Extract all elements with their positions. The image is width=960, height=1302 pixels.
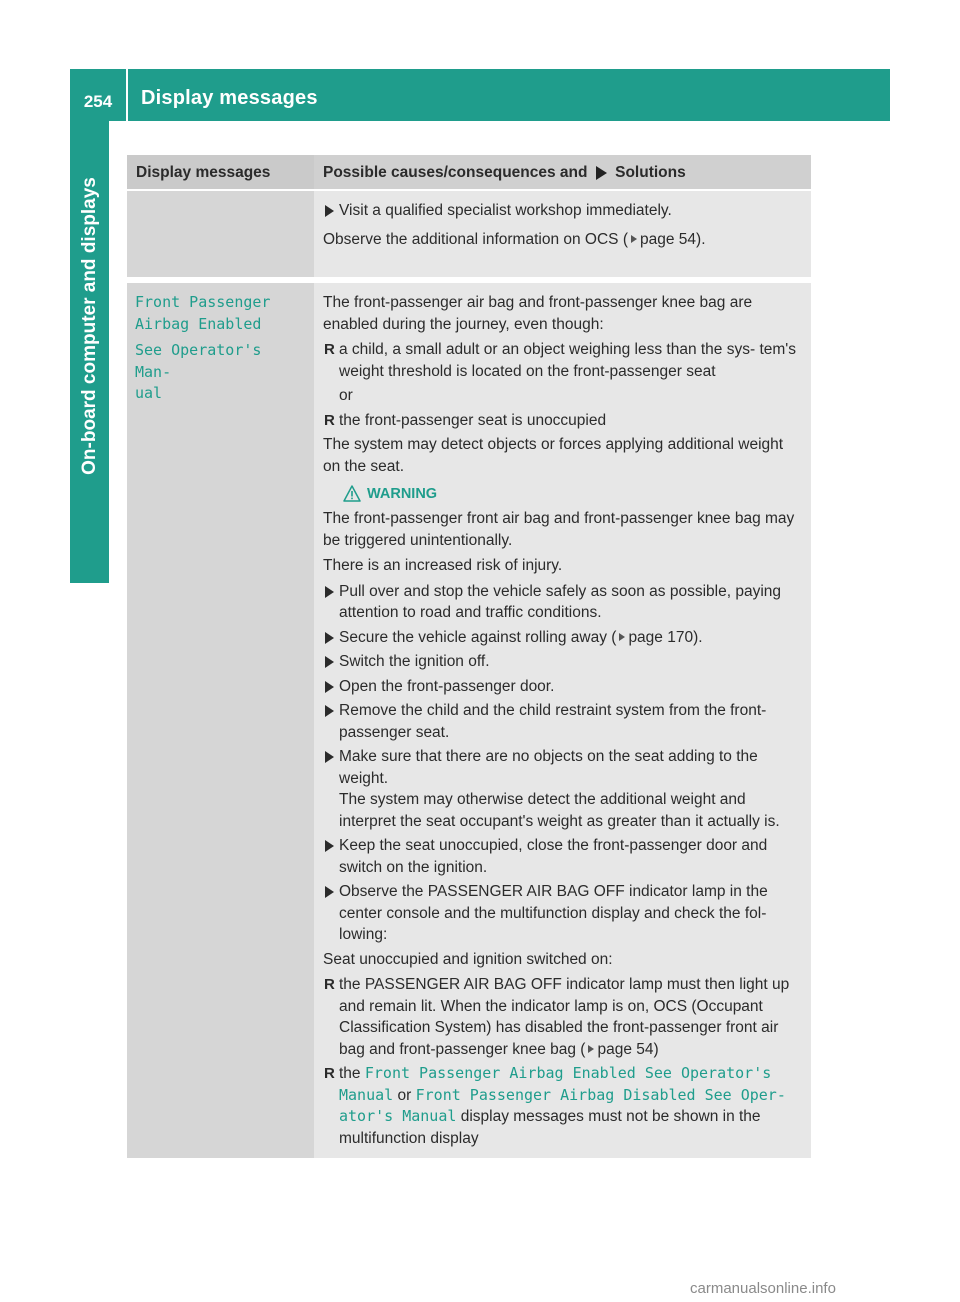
step-ref: page 170). [628,628,703,646]
col-header-solutions-text: Solutions [615,164,686,181]
row1-solution-cell [314,191,811,277]
ocs-note-text: Observe the additional information on OCS ( [323,230,628,248]
warning-label: WARNING [367,485,438,502]
display-message-code: Front Passenger Airbag Enabled See Operator's Manual [339,1064,772,1104]
msg-line: See Operator's Man‐ [135,341,262,381]
warning-text: The front-passenger front air bag and front-passenger knee bag may be triggered unintentionally. [323,510,795,549]
page-number: 254 [83,92,113,111]
step-subtext: The system may otherwise detect the additional weight and interpret the seat occupant's weight as greater than it actually is. [339,791,780,830]
step-item: Switch the ignition off. [323,651,803,673]
step-item: Visit a qualified specialist workshop immediately. [323,200,803,222]
bullet-item: R the front-passenger seat is unoccupied [323,410,803,432]
bullet-item [323,974,803,1060]
warning-heading [343,485,803,502]
arrow-icon [596,166,607,180]
ocs-note [323,229,803,251]
bullet-text: display messages must not be shown in the multifunction display [339,1108,761,1147]
step-item [323,627,803,649]
col-header-causes [314,155,811,189]
bullet-text: the PASSENGER AIR BAG OFF indicator lamp must then light up and remain lit. When the indicator lamp is on, OCS (Occupant Classification System) has disabled the front-passenger front air bag and front-passenger knee bag ( [339,976,790,1058]
row1-message-cell [127,191,314,277]
step-item: Observe the PASSENGER AIR BAG OFF indicator lamp in the center console and the multifunction display and check the fol‐ lowing: [323,881,803,946]
page-title: Display messages [141,87,318,109]
display-message-code: Front Passenger Airbag Disabled See Oper‐ ator's Manual [339,1085,786,1125]
table-row [127,283,811,1158]
bullet-item [323,1063,803,1149]
side-tab-label-wrap [70,121,109,531]
step-item: Remove the child and the child restraint system from the front- passenger seat. [323,700,803,743]
bullet-text: the [339,1065,361,1082]
msg-line: ual [135,384,163,402]
side-tab-label: On-board computer and displays [78,177,100,475]
warning-text: There is an increased risk of injury. [323,557,563,574]
page-ref-icon [631,235,637,243]
page-ref-icon [619,633,625,641]
ocs-note-ref: page 54). [640,230,706,248]
step-item: Pull over and stop the vehicle safely as soon as possible, paying attention to road and traffic conditions. [323,581,803,624]
bullet-item: R a child, a small adult or an object weighing less than the sys‐ tem's weight threshold is located on the front-passenger seat [323,339,803,382]
page-ref-icon [588,1045,594,1053]
col-header-causes-text: Possible causes/consequences and [323,164,588,181]
bullet-ref: page 54) [597,1040,659,1058]
row2-solution-cell [314,283,811,1158]
warning-triangle-icon [343,485,361,502]
step-text: Make sure that there are no objects on the seat adding to the weight. [339,748,758,787]
table-row [127,191,811,277]
header-divider [126,69,128,121]
watermark: carmanualsonline.info [690,1280,836,1297]
step-text: Secure the vehicle against rolling away ( [339,628,617,646]
display-messages-table [127,155,811,1158]
step-item: Open the front-passenger door. [323,676,803,698]
seat-unoccupied-text: Seat unoccupied and ignition switched on: [323,950,613,968]
side-tab-block [70,531,109,583]
table-header-row [127,155,811,189]
intro-text: The front-passenger air bag and front-passenger knee bag are enabled during the journey, even though: [323,294,753,333]
col-header-display-messages: Display messages [127,155,314,189]
or-text: or [339,387,353,404]
msg-line: Airbag Enabled [135,314,262,333]
step-item: Keep the seat unoccupied, close the front-passenger door and switch on the ignition. [323,835,803,878]
step-item [323,746,803,832]
bullet-text: or [397,1086,412,1104]
detect-text: The system may detect objects or forces applying additional weight on the seat. [323,436,784,475]
row2-message-cell [127,283,314,1158]
msg-line: Front Passenger [135,293,271,311]
